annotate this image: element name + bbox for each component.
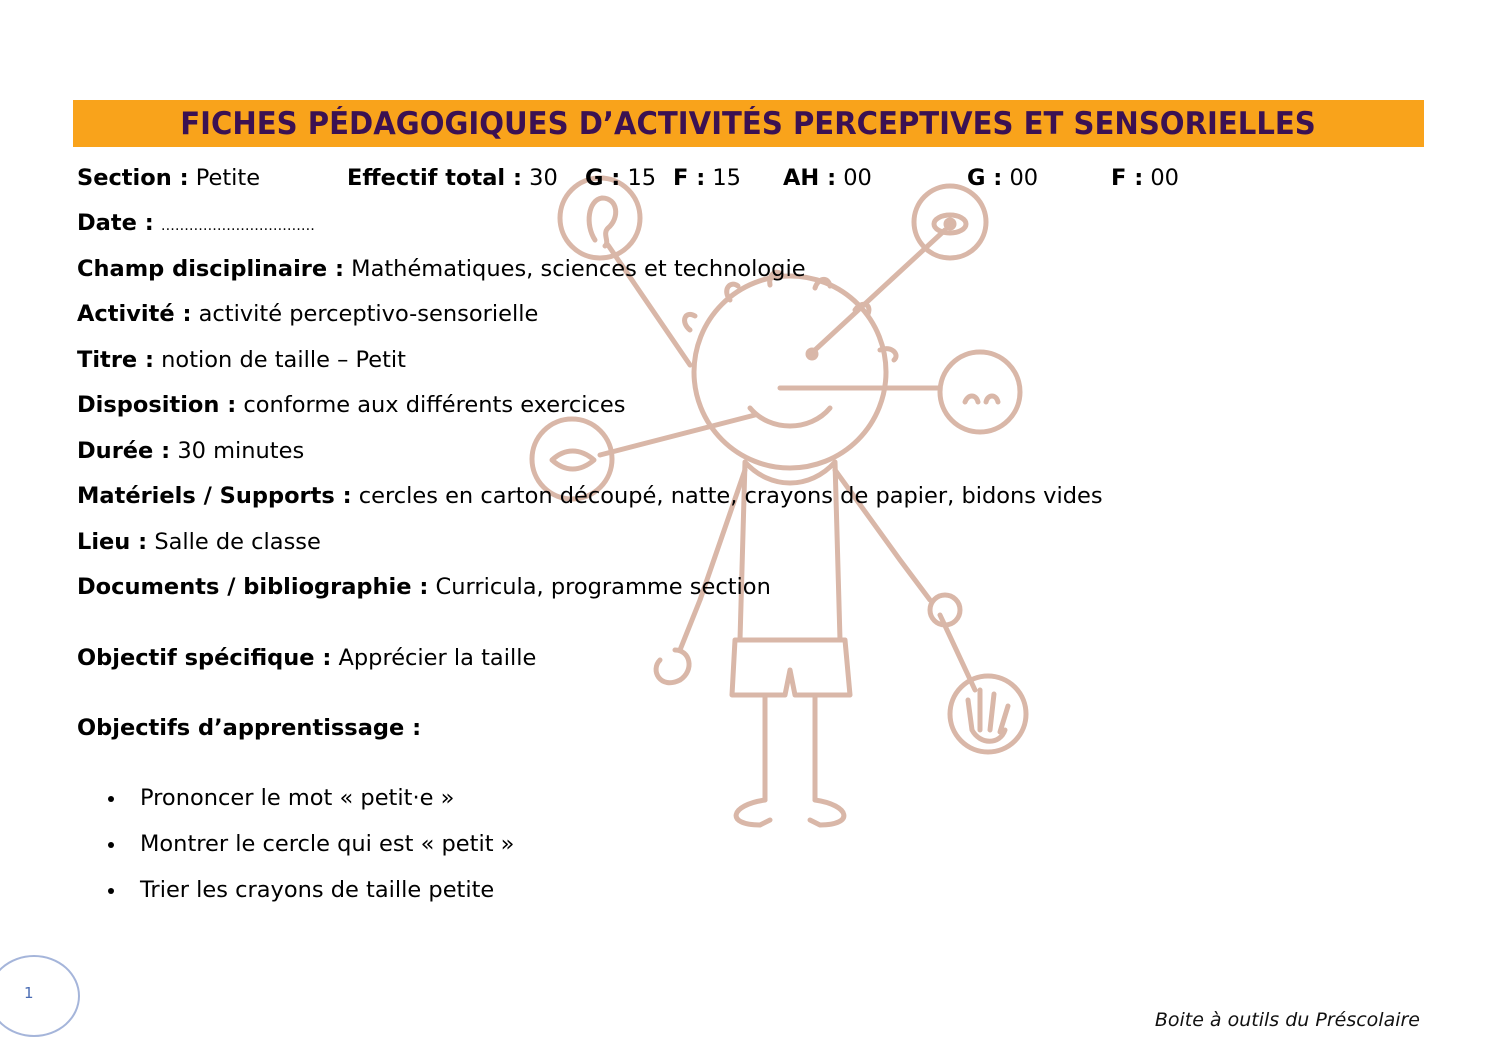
lieu-row (77, 527, 321, 557)
g2-label: G : (967, 165, 1003, 191)
objectif-row (77, 643, 536, 673)
disposition-label: Disposition : (77, 392, 237, 418)
disposition-value: conforme aux différents exercices (243, 392, 626, 418)
f2-value: 00 (1150, 165, 1179, 191)
duree-row (77, 436, 304, 466)
section-value: Petite (195, 165, 261, 191)
objectifs-apprentissage-heading (77, 713, 421, 743)
titre-value: notion de taille – Petit (161, 347, 406, 373)
page-number-circle (0, 955, 80, 1037)
ah-label: AH : (783, 165, 837, 191)
documents-value: Curricula, programme section (435, 574, 771, 600)
effectif-value: 30 (529, 165, 558, 191)
f-value: 15 (712, 165, 741, 191)
list-item-text: Prononcer le mot « petit·e » (140, 785, 455, 811)
page-number: 1 (24, 984, 34, 1002)
objectif-label: Objectif spécifique : (77, 645, 332, 671)
disposition-row (77, 390, 625, 420)
g-value: 15 (627, 165, 657, 191)
ah-value: 00 (843, 165, 872, 191)
title-banner (73, 100, 1424, 147)
documents-row (77, 572, 771, 602)
bullet-icon (108, 888, 114, 894)
documents-label: Documents / bibliographie : (77, 574, 429, 600)
duree-label: Durée : (77, 438, 171, 464)
list-item-text: Montrer le cercle qui est « petit » (140, 831, 515, 857)
activite-value: activité perceptivo-sensorielle (198, 301, 539, 327)
f2-label: F : (1111, 165, 1144, 191)
bullet-icon (108, 796, 114, 802)
titre-label: Titre : (77, 347, 155, 373)
champ-row (77, 254, 806, 284)
section-label: Section : (77, 165, 189, 191)
lieu-label: Lieu : (77, 529, 148, 555)
list-item-text: Trier les crayons de taille petite (140, 877, 495, 903)
page-title: FICHES PÉDAGOGIQUES D’ACTIVITÉS PERCEPTIVES ET SENSORIELLES (180, 105, 1317, 142)
date-label: Date : (77, 210, 154, 236)
duree-value: 30 minutes (177, 438, 305, 464)
effectif-label: Effectif total : (347, 165, 522, 191)
g-label: G : (585, 165, 621, 191)
lieu-value: Salle de classe (154, 529, 321, 555)
champ-label: Champ disciplinaire : (77, 256, 344, 282)
titre-row (77, 345, 406, 375)
materiels-label: Matériels / Supports : (77, 483, 352, 509)
date-value: …………………………… (160, 218, 315, 234)
date-row (77, 208, 315, 241)
g2-value: 00 (1009, 165, 1039, 191)
activite-label: Activité : (77, 301, 192, 327)
bullet-icon (108, 842, 114, 848)
objectifs-apprentissage-label: Objectifs d’apprentissage : (77, 715, 422, 741)
activite-row (77, 299, 538, 329)
footer-caption: Boite à outils du Préscolaire (1154, 1009, 1420, 1031)
materiels-value: cercles en carton découpé, natte, crayons de papier, bidons vides (358, 483, 1103, 509)
objectif-value: Apprécier la taille (338, 645, 537, 671)
f-label: F : (673, 165, 706, 191)
champ-value: Mathématiques, sciences et technologie (351, 256, 806, 282)
materiels-row (77, 481, 1103, 511)
